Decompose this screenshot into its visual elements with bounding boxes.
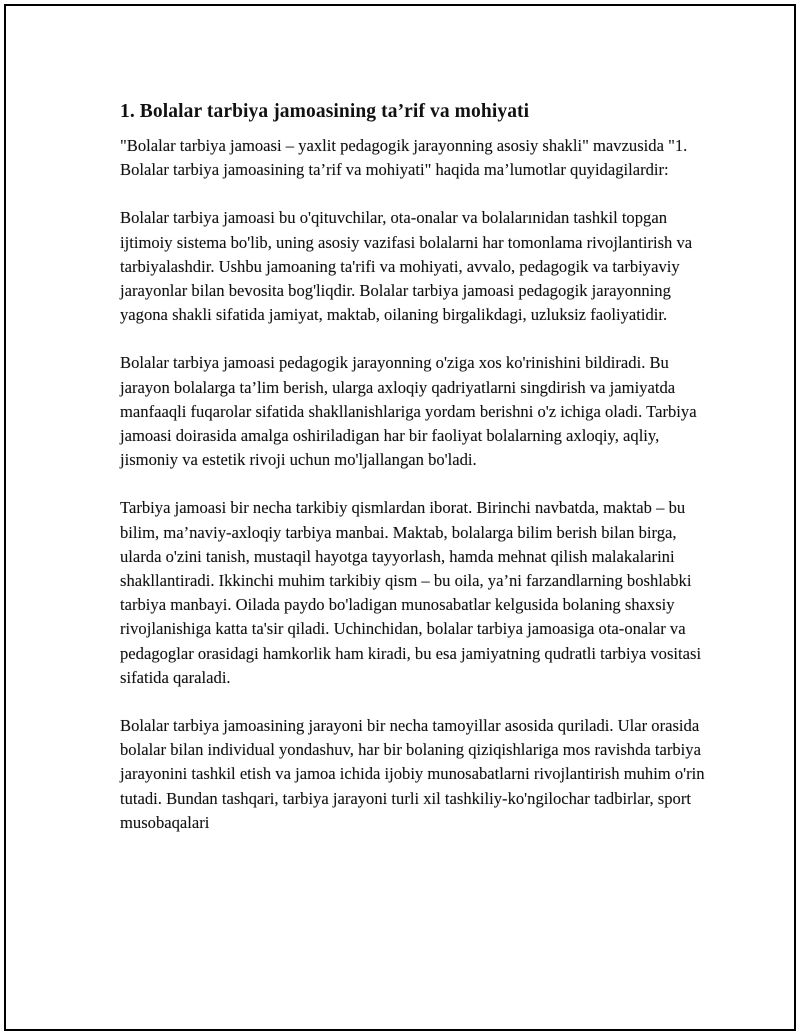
paragraph-definition: Bolalar tarbiya jamoasi bu o'qituvchilar, ota-onalar va bolalarınidan tashkil topgan ijtimoiy sistema bo'lib, uning asosiy vazifasi bolalarni har tomonlama rivojlantirish va tarbiyalashdir. Ushbu jamoaning ta'rifi va mohiyati, avvalo, pedagogik va tarbiyaviy jarayonlar bilan bevosita bog'liqdir. Bolalar tarbiya jamoasi pedagogik jarayonning yagona shakli sifatida jamiyat, maktab, oilaning birgalikdagi, uzluksiz faoliyatidir. (120, 208, 693, 325)
paragraph-principles: Bolalar tarbiya jamoasining jarayoni bir necha tamoyillar asosida quriladi. Ular orasida bolalar bilan individual yondashuv, har bir bolaning qiziqishlariga mos ravishda tarbiya jarayonini tashkil etish va jamoa ichida ijobiy munosabatlarni rivojlantirish muhim o'rin tutadi. Bundan tashqari, tarbiya jarayoni turli xil tashkiliy-ko'ngilochar tadbirlar, sport musobaqalari (120, 716, 705, 832)
paragraph-pedagogical-process: Bolalar tarbiya jamoasi pedagogik jarayonning o'ziga xos ko'rinishini bildiradi. Bu jarayon bolalarga ta’lim berish, ularga axloqiy qadriyatlarni singdirish va jamiyatda manfaaqli fuqarolar sifatida shakllanishlariga yordam berishni o'z ichiga oladi. Tarbiya jamoasi doirasida amalga oshiriladigan har bir faoliyat bolalarning axloqiy, aqliy, jismoniy va estetik rivoji uchun mo'ljallangan bo'ladi. (120, 353, 697, 470)
document-title: 1. Bolalar tarbiya jamoasining ta’rif va mohiyati (120, 101, 530, 122)
paragraph-components: Tarbiya jamoasi bir necha tarkibiy qismlardan iborat. Birinchi navbatda, maktab – bu bilim, ma’naviy-axloqiy tarbiya manbai. Maktab, bolalarga bilim berish bilan birga, ularda o'zini tanish, mustaqil hayotga tayyorlash, hamda mehnat qilish malakalarini shakllantiradi. Ikkinchi muhim tarkibiy qism – bu oila, ya’ni farzandlarning boshlabki tarbiya manbayi. Oilada paydo bo'ladigan munosabatlar kelgusida bolaning shaxsiy rivojlanishiga katta ta'sir qiladi. Uchinchidan, bolalar tarbiya jamoasiga ota-onalar va pedagoglar orasidagi hamkorlik ham kiradi, bu esa jamiyatning qudratli tarbiya vositasi sifatida qaraladi. (120, 498, 702, 687)
document-body (120, 98, 710, 859)
paragraph-intro: "Bolalar tarbiya jamoasi – yaxlit pedagogik jarayonning asosiy shakli" mavzusida "1. Bolalar tarbiya jamoasining ta’rif va mohiyati" haqida ma’lumotlar quyidagilardir: (120, 136, 688, 180)
page-frame (4, 4, 796, 1031)
